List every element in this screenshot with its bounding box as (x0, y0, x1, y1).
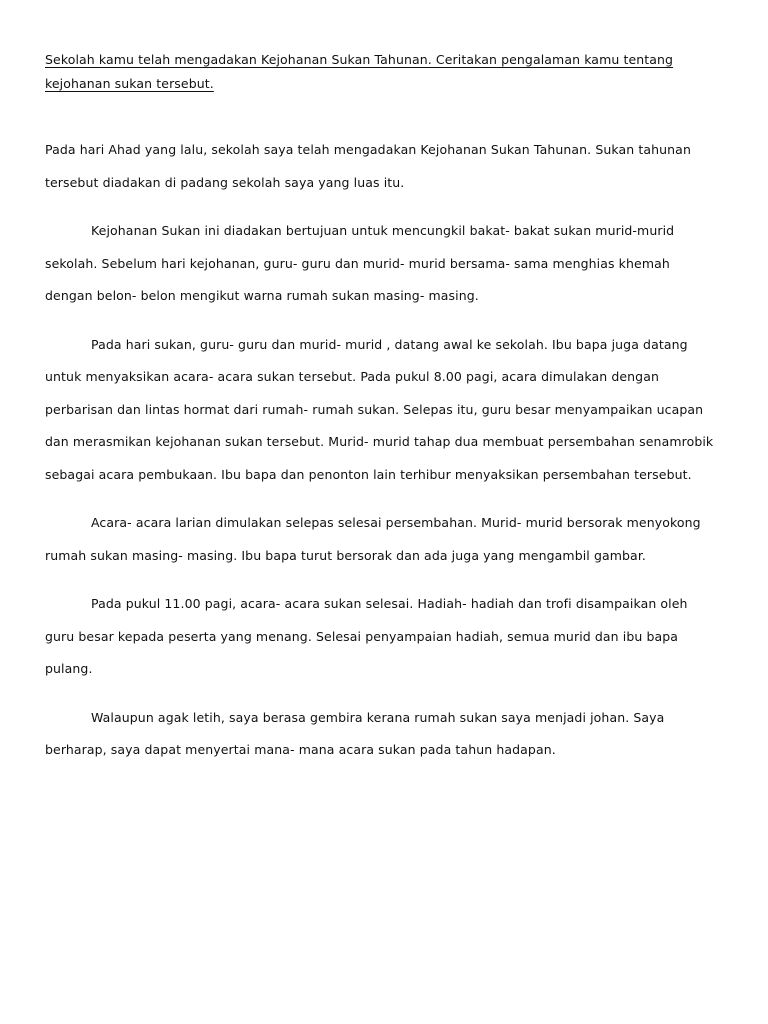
essay-body (45, 134, 720, 783)
essay-paragraph-1: Pada hari Ahad yang lalu, sekolah saya telah mengadakan Kejohanan Sukan Tahunan. Sukan tahunan tersebut diadakan di padang sekolah saya yang luas itu. (45, 142, 691, 190)
essay-paragraph-6: Walaupun agak letih, saya berasa gembira kerana rumah sukan saya menjadi johan. Saya berharap, saya dapat menyertai mana- mana acara sukan pada tahun hadapan. (45, 709, 665, 757)
essay-question: Sekolah kamu telah mengadakan Kejohanan Sukan Tahunan. Ceritakan pengalaman kamu tentang kejohanan sukan tersebut. (45, 52, 674, 91)
essay-paragraph-4: Acara- acara larian dimulakan selepas selesai persembahan. Murid- murid bersorak menyokong rumah sukan masing- masing. Ibu bapa turut bersorak dan ada juga yang mengambil gambar. (45, 515, 701, 563)
essay-paragraph-5: Pada pukul 11.00 pagi, acara- acara sukan selesai. Hadiah- hadiah dan trofi disampaikan oleh guru besar kepada peserta yang menang. Selesai penyampaian hadiah, semua murid dan ibu bapa pulang. (45, 596, 688, 676)
essay-paragraph-2: Kejohanan Sukan ini diadakan bertujuan untuk mencungkil bakat- bakat sukan murid-murid sekolah. Sebelum hari kejohanan, guru- guru dan murid- murid bersama- sama menghias khemah dengan belon- belon mengikut warna rumah sukan masing- masing. (45, 223, 675, 303)
essay-paragraph-3: Pada hari sukan, guru- guru dan murid- murid , datang awal ke sekolah. Ibu bapa juga datang untuk menyaksikan acara- acara sukan tersebut. Pada pukul 8.00 pagi, acara dimulakan dengan perbarisan dan lintas hormat dari rumah- rumah sukan. Selepas itu, guru besar menyampaikan ucapan dan merasmikan kejohanan sukan tersebut. Murid- murid tahap dua membuat persembahan senamrobik sebagai acara pembukaan. Ibu bapa dan penonton lain terhibur menyaksikan persembahan tersebut. (45, 336, 714, 482)
